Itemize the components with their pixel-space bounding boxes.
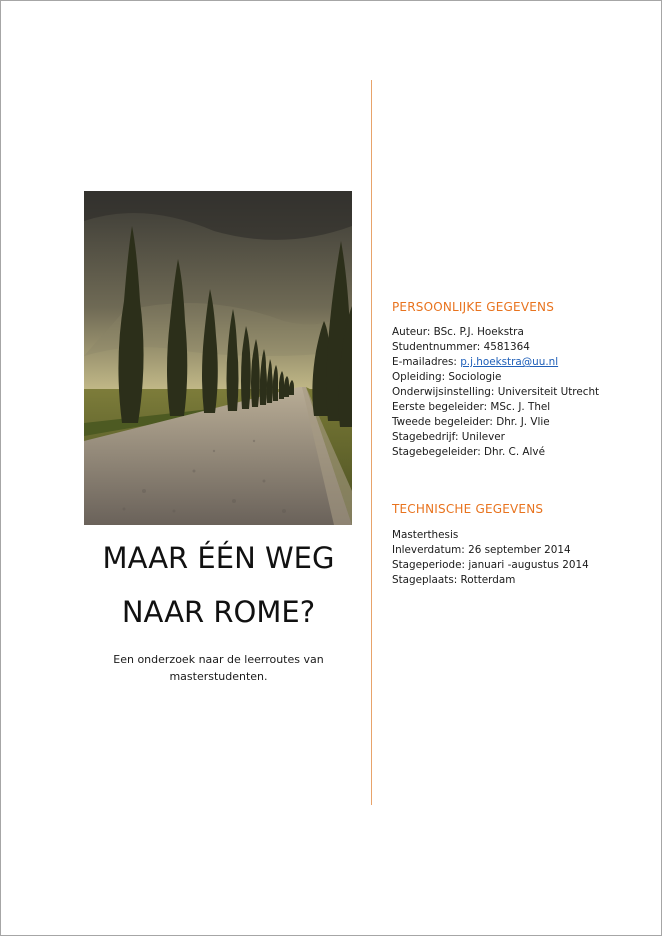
company-line: Stagebedrijf: Unilever [392, 431, 505, 443]
email-line [392, 355, 617, 370]
document-title-line-2: NAAR ROME? [121, 595, 316, 629]
author-line: Auteur: BSc. P.J. Hoekstra [392, 326, 524, 338]
cypress-road-photo [84, 191, 352, 525]
technical-details-heading: TECHNISCHE GEGEVENS [392, 502, 544, 516]
email-link[interactable]: p.j.hoekstra@uu.nl [460, 356, 559, 368]
submission-date-line: Inleverdatum: 26 september 2014 [392, 544, 571, 556]
first-supervisor-line: Eerste begeleider: MSc. J. Thel [392, 401, 551, 413]
personal-details-list [392, 325, 617, 460]
email-label: E-mailadres: [392, 356, 461, 368]
thesis-type-line: Masterthesis [392, 529, 459, 541]
document-title-line-1: MAAR ÉÉN WEG [102, 541, 335, 575]
vertical-divider [371, 80, 372, 805]
internship-period-line: Stageperiode: januari -augustus 2014 [392, 559, 589, 571]
internship-location-line: Stageplaats: Rotterdam [392, 574, 516, 586]
student-number-line: Studentnummer: 4581364 [392, 341, 530, 353]
technical-details-list [392, 528, 617, 588]
institution-line: Onderwijsinstelling: Universiteit Utrecht [392, 386, 600, 398]
internship-supervisor-line: Stagebegeleider: Dhr. C. Alvé [392, 446, 545, 458]
personal-details-heading: PERSOONLIJKE GEGEVENS [392, 300, 555, 314]
education-line: Opleiding: Sociologie [392, 371, 502, 383]
second-supervisor-line: Tweede begeleider: Dhr. J. Vlie [392, 416, 550, 428]
document-subtitle: Een onderzoek naar de leerroutes van masterstudenten. [113, 653, 324, 683]
